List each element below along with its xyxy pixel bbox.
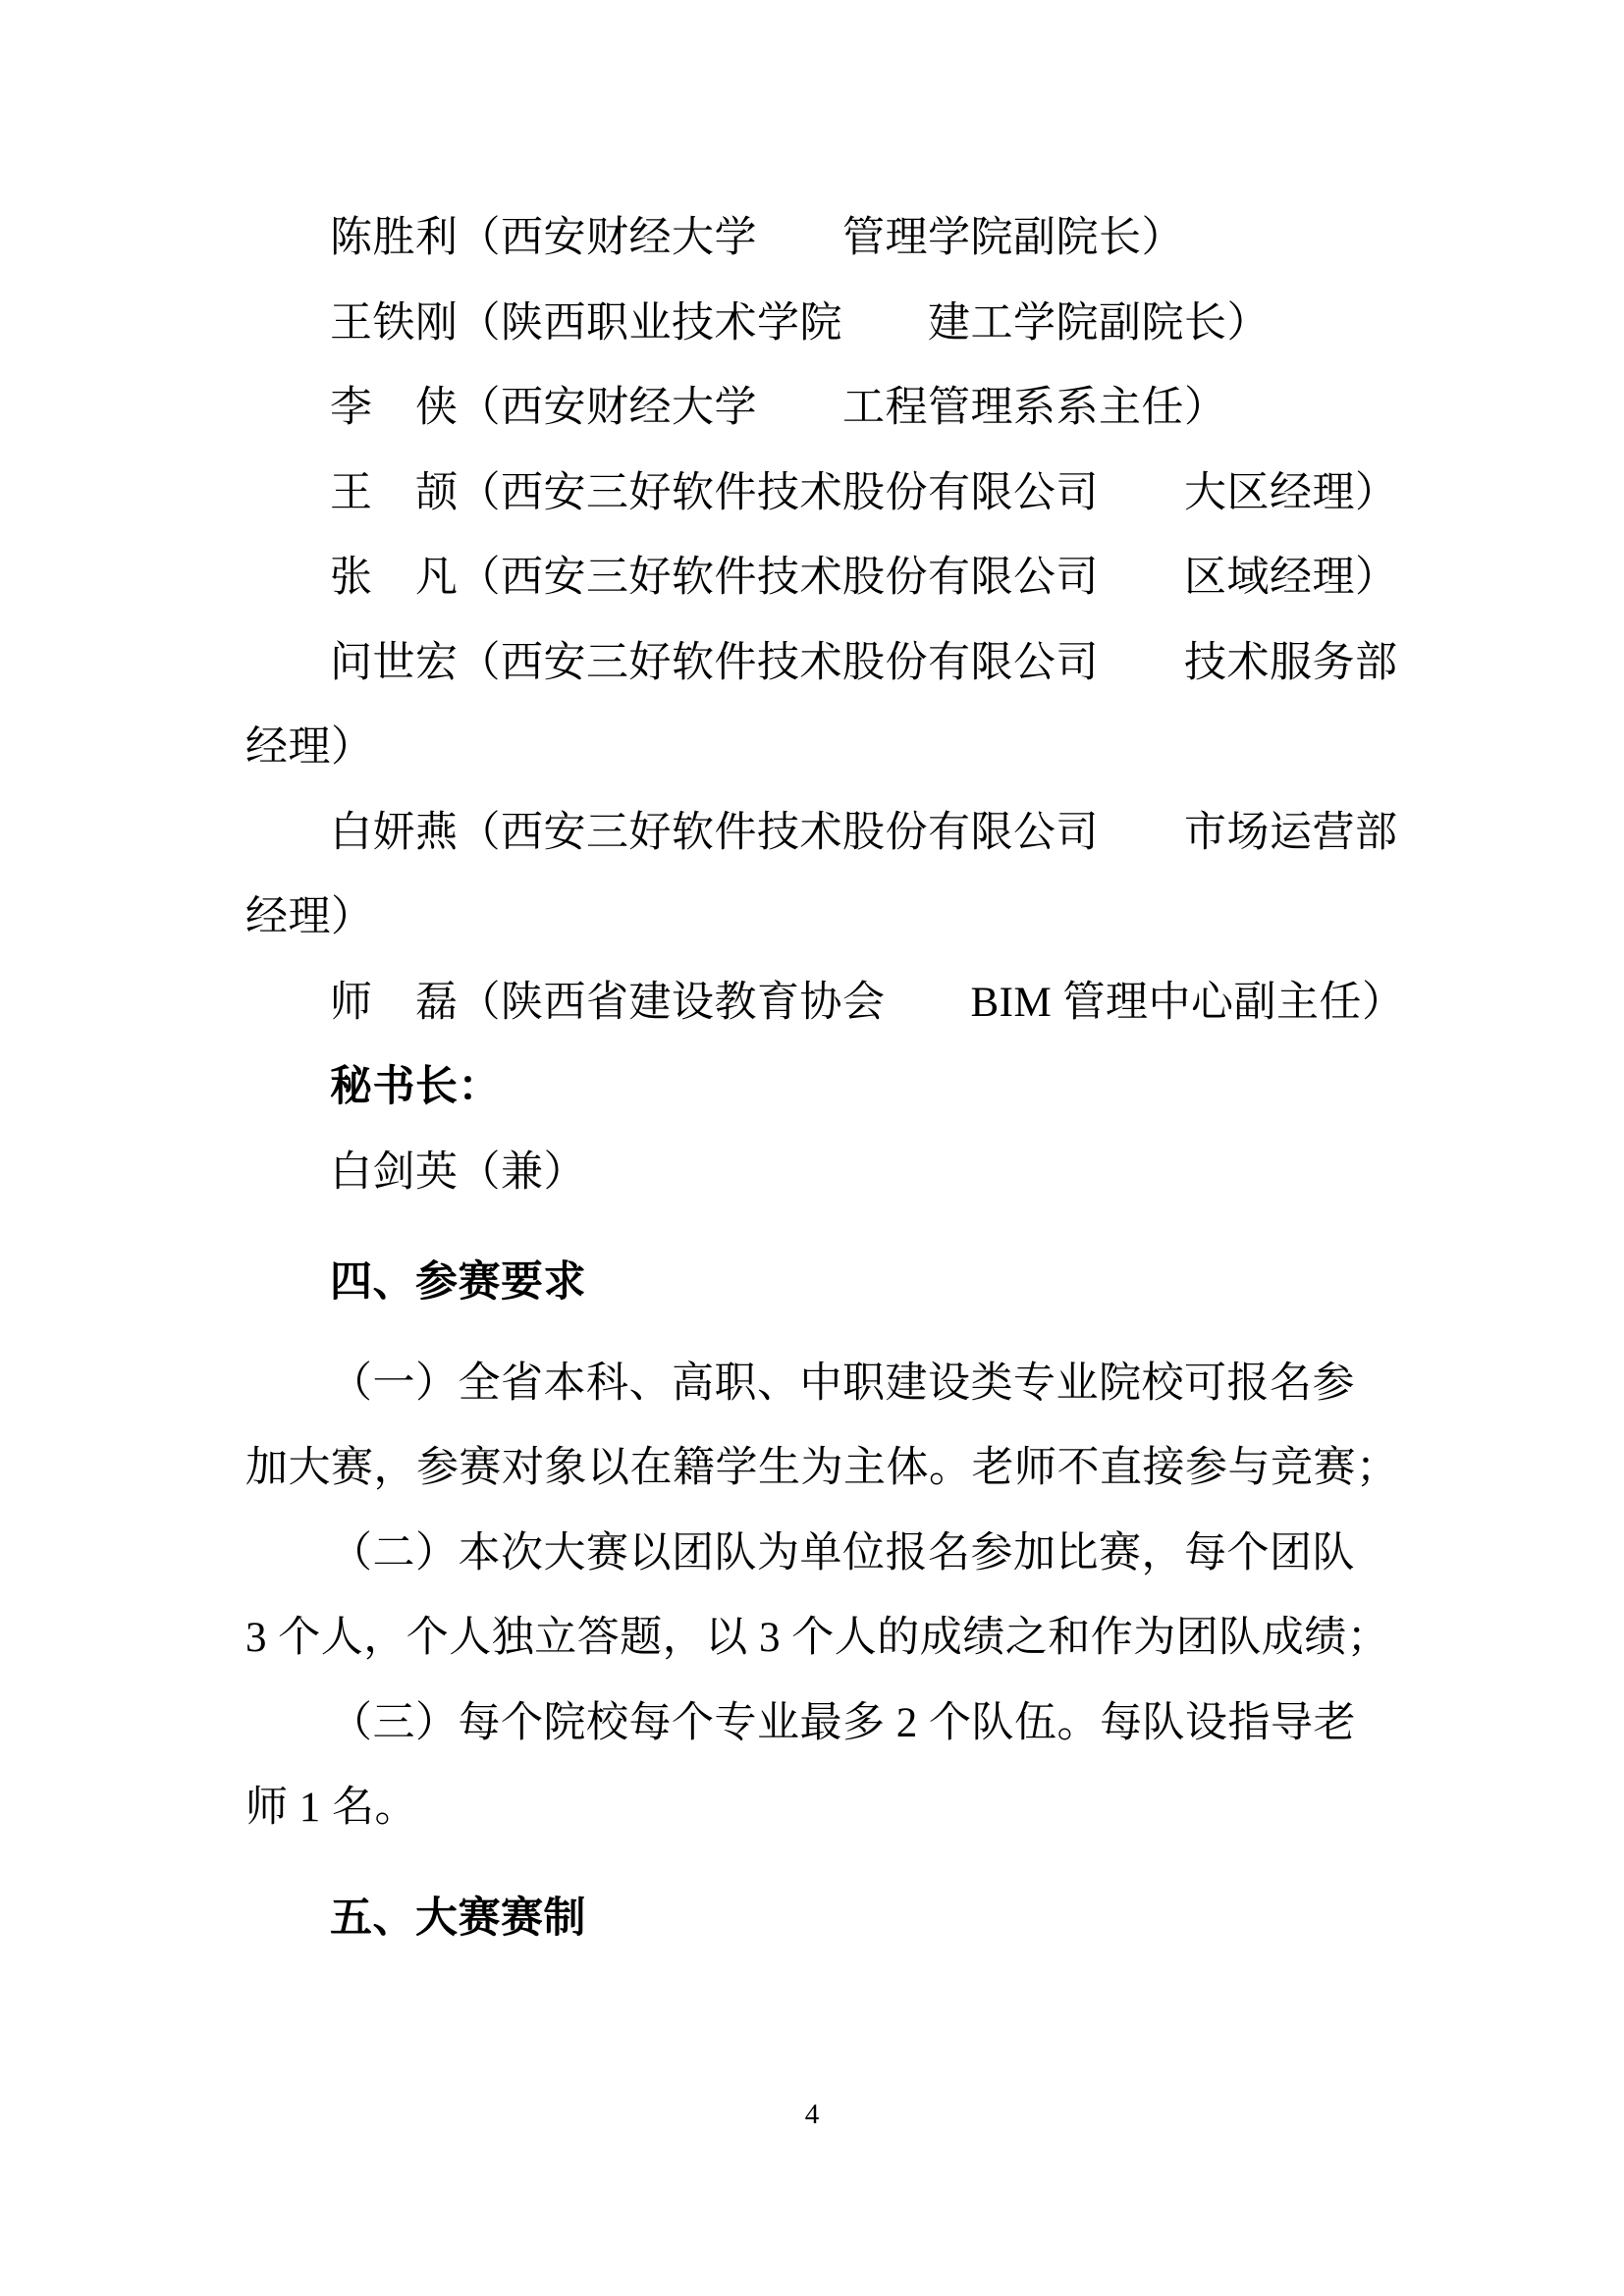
text-line: （二）本次大赛以团队为单位报名参加比赛，每个团队	[330, 1529, 1355, 1576]
text-line: 张 凡（西安三好软件技术股份有限公司 区域经理）	[330, 555, 1398, 601]
text-line: 白妍燕（西安三好软件技术股份有限公司 市场运营部	[330, 809, 1398, 856]
text-line: 师 1 名。	[245, 1785, 417, 1831]
text-line: 李 侠（西安财经大学 工程管理系系主任）	[330, 385, 1227, 431]
text-line: 王铁刚（陕西职业技术学院 建工学院副院长）	[330, 299, 1270, 347]
section-heading: 四、参赛要求	[330, 1259, 586, 1306]
text-line: 加大赛，参赛对象以在籍学生为主体。老师不直接参与竞赛；	[245, 1445, 1399, 1491]
text-line: 经理）	[245, 894, 374, 940]
text-line: 3 个人，个人独立答题，以 3 个人的成绩之和作为团队成绩；	[245, 1615, 1390, 1661]
text-line: （一）全省本科、高职、中职建设类专业院校可报名参	[330, 1360, 1355, 1407]
text-line: 白剑英（兼）	[330, 1148, 586, 1196]
text-line: 经理）	[245, 724, 374, 771]
text-line: 陈胜利（西安财经大学 管理学院副院长）	[330, 215, 1184, 261]
text-line: 问世宏（西安三好软件技术股份有限公司 技术服务部	[330, 639, 1398, 686]
text-line: 秘书长：	[330, 1064, 501, 1110]
document-body	[245, 196, 1405, 1977]
text-line: （三）每个院校每个专业最多 2 个队伍。每队设指导老	[330, 1699, 1356, 1746]
text-line: 王 颉（西安三好软件技术股份有限公司 大区经理）	[330, 469, 1398, 516]
page-number: 4	[804, 2099, 820, 2130]
text-line: 师 磊（陕西省建设教育协会 BIM 管理中心副主任）	[330, 979, 1405, 1026]
section-heading: 五、大赛赛制	[330, 1895, 586, 1942]
